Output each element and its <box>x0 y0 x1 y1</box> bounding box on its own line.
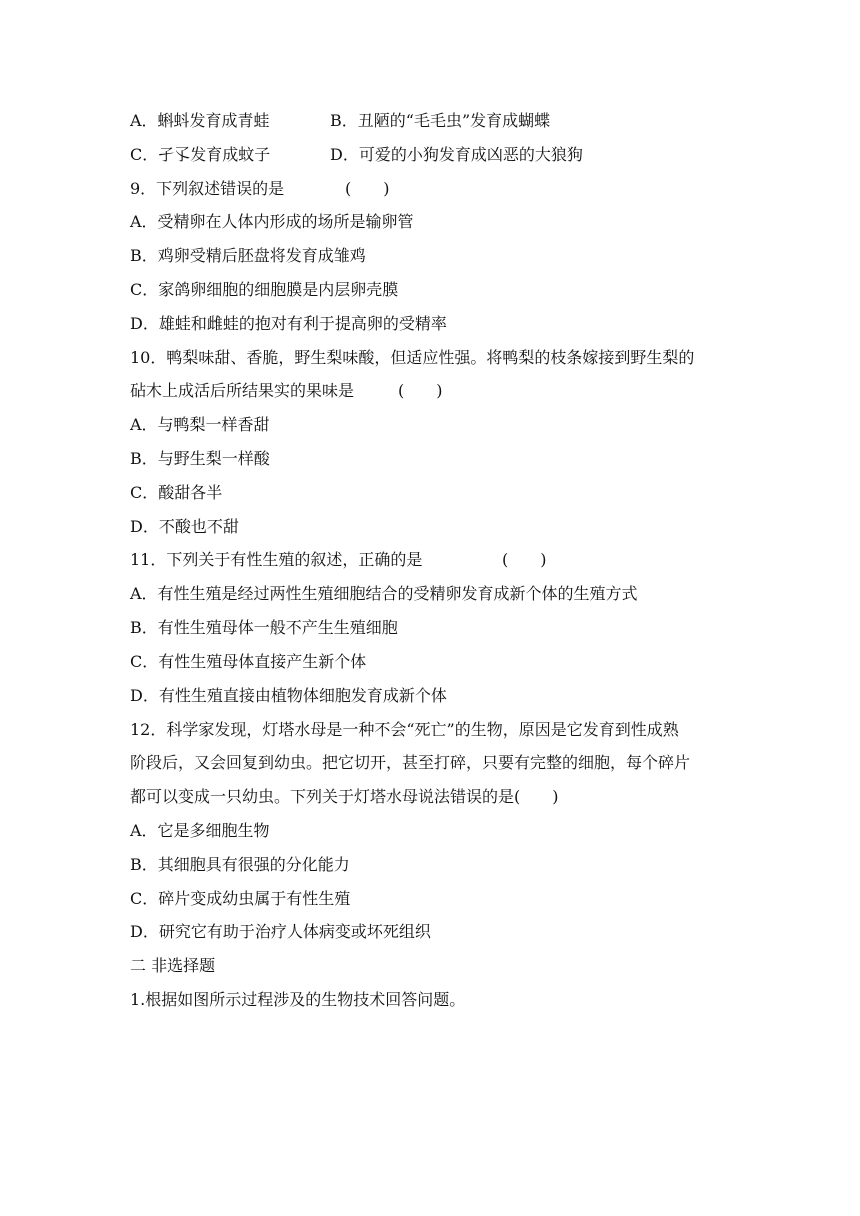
q8-option-d: D．可爱的小狗发育成凶恶的大狼狗 <box>330 145 583 164</box>
q10-stem-line-2 <box>130 381 443 401</box>
q10-option-c: C．酸甜各半 <box>130 483 223 502</box>
q12-option-c: C．碎片变成幼虫属于有性生殖 <box>130 889 351 908</box>
q9-stem-text: 9．下列叙述错误的是 <box>130 179 285 198</box>
q8-option-row-1 <box>130 111 551 131</box>
q12-stem-line-1: 12．科学家发现，灯塔水母是一种不会“死亡”的生物，原因是它发育到性成熟 <box>130 720 679 739</box>
q12-stem-line-2: 阶段后，又会回复到幼虫。把它切开，甚至打碎，只要有完整的细胞，每个碎片 <box>130 753 691 772</box>
q10-option-d: D．不酸也不甜 <box>130 517 239 536</box>
q11-option-a: A．有性生殖是经过两性生殖细胞结合的受精卵发育成新个体的生殖方式 <box>130 584 638 603</box>
q12-option-a: A．它是多细胞生物 <box>130 821 270 840</box>
q12-stem-line-3: 都可以变成一只幼虫。下列关于灯塔水母说法错误的是( ) <box>130 787 559 806</box>
q9-answer-bracket: ( ) <box>345 179 390 198</box>
q8-option-row-2 <box>130 145 583 165</box>
q9-option-d: D．雄蛙和雌蛙的抱对有利于提高卵的受精率 <box>130 314 447 333</box>
q12-option-d: D．研究它有助于治疗人体病变或坏死组织 <box>130 922 431 941</box>
q9-option-c: C．家鸽卵细胞的细胞膜是内层卵壳膜 <box>130 280 399 299</box>
q11-option-c: C．有性生殖母体直接产生新个体 <box>130 652 367 671</box>
q8-option-c: C．孑孓发育成蚊子 <box>130 145 271 164</box>
q10-stem-text: 砧木上成活后所结果实的果味是 <box>130 381 355 400</box>
q8-option-a: A．蝌蚪发育成青蛙 <box>130 111 270 130</box>
q10-answer-bracket: ( ) <box>398 381 443 400</box>
q11-option-b: B．有性生殖母体一般不产生生殖细胞 <box>130 618 398 637</box>
q11-option-d: D．有性生殖直接由植物体细胞发育成新个体 <box>130 686 447 705</box>
q9-option-a: A．受精卵在人体内形成的场所是输卵管 <box>130 212 414 231</box>
q10-option-a: A．与鸭梨一样香甜 <box>130 415 270 434</box>
q12-option-b: B．其细胞具有很强的分化能力 <box>130 855 350 874</box>
q11-answer-bracket: ( ) <box>502 550 547 569</box>
section2-q1-stem: 1.根据如图所示过程涉及的生物技术回答问题。 <box>130 990 466 1009</box>
q9-option-b: B．鸡卵受精后胚盘将发育成雏鸡 <box>130 246 366 265</box>
q11-stem <box>130 550 547 570</box>
section-heading: 二 非选择题 <box>130 956 216 975</box>
q10-option-b: B．与野生梨一样酸 <box>130 449 270 468</box>
q8-option-b: B．丑陋的“毛毛虫”发育成蝴蝶 <box>330 111 551 130</box>
q11-stem-text: 11．下列关于有性生殖的叙述，正确的是 <box>130 550 423 569</box>
q9-stem <box>130 179 390 199</box>
q10-stem-line-1: 10．鸭梨味甜、香脆，野生梨味酸，但适应性强。将鸭梨的枝条嫁接到野生梨的 <box>130 348 695 367</box>
